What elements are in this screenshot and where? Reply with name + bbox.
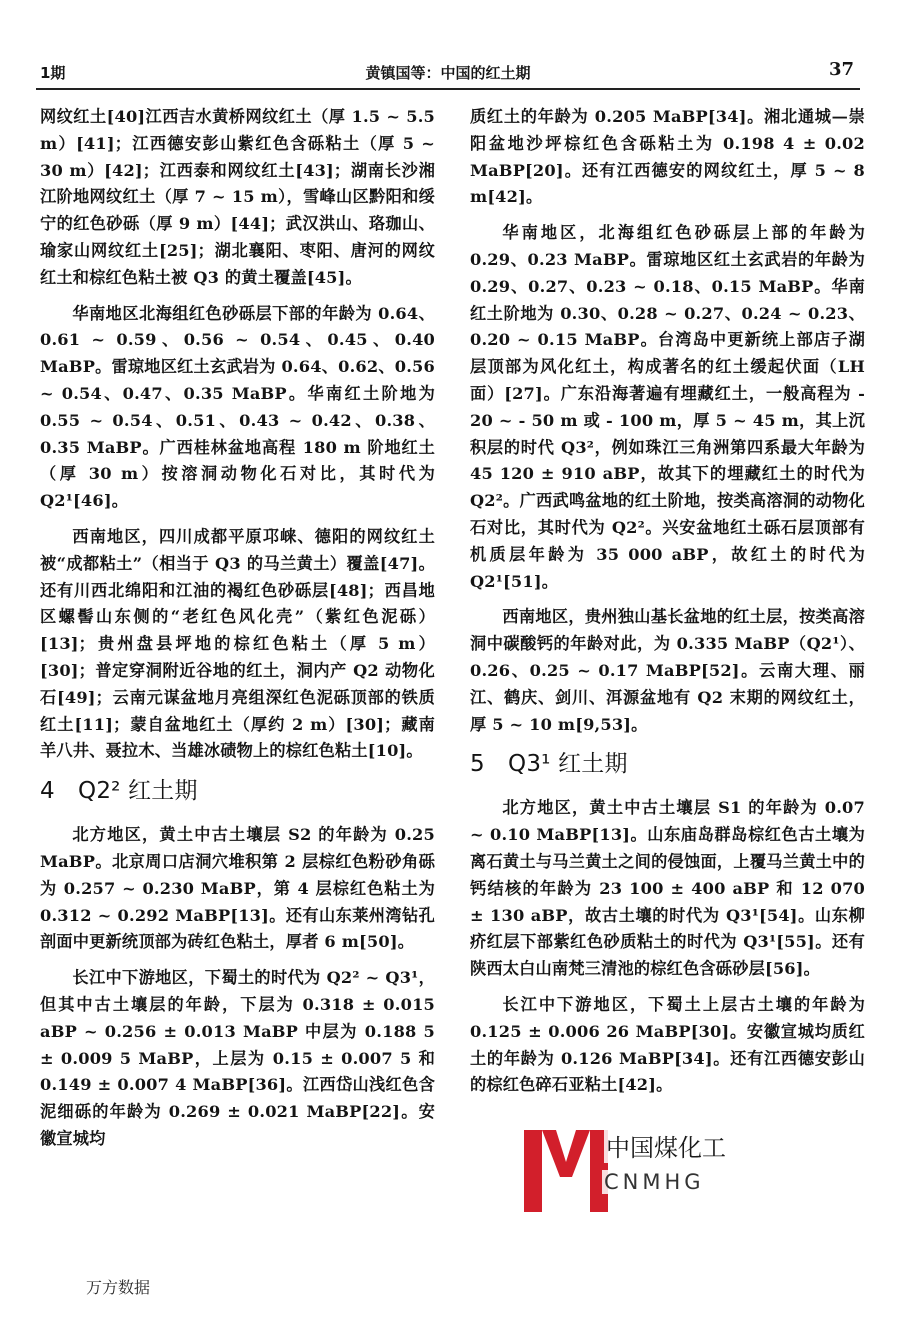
paragraph: 西南地区，四川成都平原邛崃、德阳的网纹红土被“成都粘土”（相当于 Q3 的马兰黄土）覆盖[47]。还有川西北绵阳和江油的褐红色砂砾层[48]；西昌地区螺髻山东侧的“老红色风化壳”（紫红色泥砾）[13]；贵州盘县坪地的棕红色粘土（厚 5 m）[30]；普定穿洞附近谷地的红土，洞内产 Q2 动物化石[49]；云南元谋盆地月亮组深红色泥砾顶部的铁质红土[11]；蒙自盆地红土（厚约 2 m）[30]；藏南羊八井、聂拉木、当雄冰碛物上的棕红色粘土[10]。 bbox=[40, 526, 435, 761]
watermark-en-text: CNMHG bbox=[604, 1170, 705, 1194]
left-column bbox=[40, 104, 435, 1162]
paragraph: 质红土的年龄为 0.205 MaBP[34]。湘北通城—崇阳盆地沙坪棕红色含砾粘土为 0.198 4 ± 0.02 MaBP[20]。还有江西德安的网纹红土，厚 5 ~ 8 m[42]。 bbox=[470, 107, 865, 207]
page-number: 37 bbox=[828, 59, 854, 80]
section-heading-5: 5 Q3¹ 红土期 bbox=[470, 751, 628, 778]
source-label: 万方数据 bbox=[86, 1278, 151, 1297]
right-column bbox=[470, 104, 865, 1108]
paragraph: 网纹红土[40]江西吉水黄桥网纹红土（厚 1.5 ~ 5.5 m）[41]；江西德安彭山紫红色含砾粘土（厚 5 ~ 30 m）[42]；江西泰和网纹红土[43]；湖南长沙湘江阶地网纹红土（厚 7 ~ 15 m），雪峰山区黔阳和绥宁的红色砂砾（厚 9 m）[44]；武汉洪山、珞珈山、瑜家山网纹红土[25]；湖北襄阳、枣阳、唐河的网纹红土和棕红色粘土被 Q3 的黄土覆盖[45]。 bbox=[40, 107, 435, 287]
watermark-logo-icon bbox=[520, 1122, 612, 1217]
watermark-cn-text: 中国煤化工 bbox=[604, 1128, 728, 1163]
watermark bbox=[520, 1122, 860, 1217]
paragraph: 华南地区北海组红色砂砾层下部的年龄为 0.64、0.61 ~ 0.59、0.56 ~ 0.54、0.45、0.40 MaBP。雷琼地区红土玄武岩为 0.64、0.62、0.56 ~ 0.54、0.47、0.35 MaBP。华南红土阶地为 0.55 ~ 0.54、0.51、0.43 ~ 0.42、0.38、0.35 MaBP。广西桂林盆地高程 180 m 阶地红土（厚 30 m）按溶洞动物化石对比，其时代为 Q2¹[46]。 bbox=[40, 303, 435, 511]
paragraph: 华南地区，北海组红色砂砾层上部的年龄为 0.29、0.23 MaBP。雷琼地区红土玄武岩的年龄为 0.29、0.27、0.23 ~ 0.18、0.15 MaBP。华南红土阶地为 0.30、0.28 ~ 0.27、0.24 ~ 0.23、0.20 ~ 0.15 MaBP。台湾岛中更新统上部店子湖层顶部为风化红土，构成著名的红土缓起伏面（LH 面）[27]。广东沿海著遍有埋藏红土，一般高程为 - 20 ~ - 50 m 或 - 100 m，厚 5 ~ 45 m，其上沉积层的时代 Q3²，例如珠江三角洲第四系最大年龄为 45 120 ± 910 aBP，故其下的埋藏红土的时代为 Q2²。广西武鸣盆地的红土阶地，按类高溶洞的动物化石对比，其时代为 Q2²。兴安盆地红土砾石层顶部有机质层年龄为 35 000 aBP，故红土的时代为 Q2¹[51]。 bbox=[470, 223, 865, 591]
header-rule bbox=[36, 88, 860, 90]
section-heading-4: 4 Q2² 红土期 bbox=[40, 778, 198, 805]
paragraph: 长江中下游地区，下蜀土上层古土壤的年龄为 0.125 ± 0.006 26 MaBP[30]。安徽宣城均质红土的年龄为 0.126 MaBP[34]。还有江西德安彭山的棕红色碎石亚粘土[42]。 bbox=[470, 994, 865, 1095]
running-header bbox=[38, 58, 858, 86]
running-title: 黄镇国等：中国的红土期 bbox=[365, 64, 531, 82]
paragraph: 北方地区，黄土中古土壤层 S1 的年龄为 0.07 ~ 0.10 MaBP[13]。山东庙岛群岛棕红色古土壤为离石黄土与马兰黄土之间的侵蚀面，上覆马兰黄土中的钙结核的年龄为 23 100 ± 400 aBP 和 12 070 ± 130 aBP，故古土壤的时代为 Q3¹[54]。山东柳疥红层下部紫红色砂质粘土的时代为 Q3¹[55]。还有陕西太白山南梵三清池的棕红色含砾砂层[56]。 bbox=[470, 798, 865, 979]
paragraph: 西南地区，贵州独山基长盆地的红土层，按类高溶洞中碳酸钙的年龄对此，为 0.335 MaBP（Q2¹）、0.26、0.25 ~ 0.17 MaBP[52]。云南大理、丽江、鹤庆、剑川、洱源盆地有 Q2 末期的网纹红土，厚 5 ~ 10 m[9,53]。 bbox=[470, 607, 865, 734]
paragraph: 长江中下游地区，下蜀土的时代为 Q2² ~ Q3¹，但其中古土壤层的年龄，下层为 0.318 ± 0.015 aBP ~ 0.256 ± 0.013 MaBP 中层为 0.188 5 ± 0.009 5 MaBP，上层为 0.15 ± 0.007 5 和 0.149 ± 0.007 4 MaBP[36]。江西岱山浅红色含泥细砾的年龄为 0.269 ± 0.021 MaBP[22]。安徽宣城均 bbox=[40, 968, 435, 1148]
paragraph: 北方地区，黄土中古土壤层 S2 的年龄为 0.25 MaBP。北京周口店洞穴堆积第 2 层棕红色粉砂角砾为 0.257 ~ 0.230 MaBP，第 4 层棕红色粘土为 0.312 ~ 0.292 MaBP[13]。还有山东莱州湾钻孔剖面中更新统顶部为砖红色粘土，厚者 6 m[50]。 bbox=[40, 825, 435, 952]
issue-label: 1期 bbox=[40, 64, 66, 82]
